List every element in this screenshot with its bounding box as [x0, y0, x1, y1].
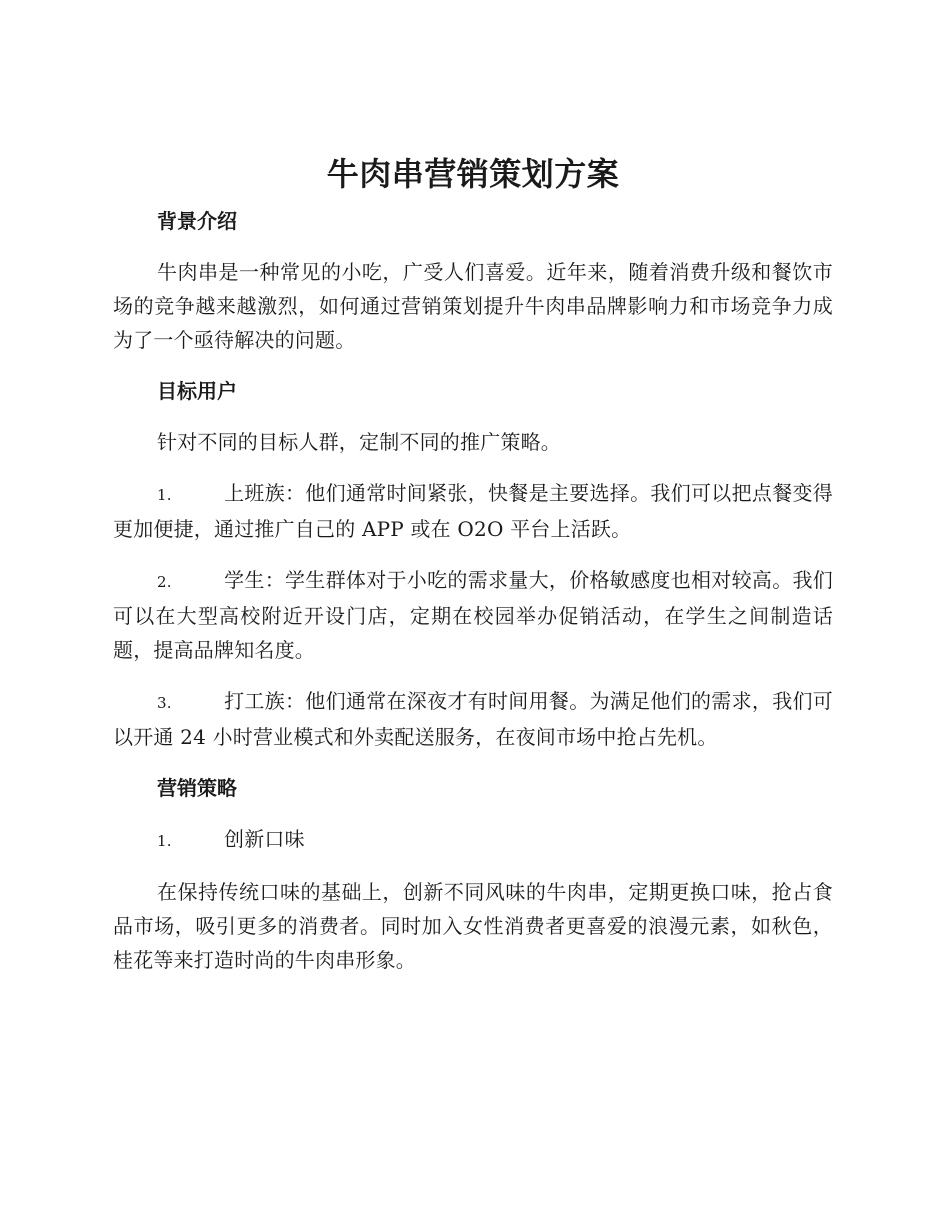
section-heading-background: 背景介绍	[157, 209, 237, 233]
target-users-intro: 针对不同的目标人群，定制不同的推广策略。	[157, 430, 561, 454]
list-item-text: 创新口味	[224, 827, 305, 851]
document-body	[113, 150, 833, 994]
list-item	[113, 563, 833, 667]
list-item-number: 3.	[157, 694, 172, 712]
list-item-number: 1.	[157, 832, 172, 850]
list-item-text: 打工族：他们通常在深夜才有时间用餐。为满足他们的需求，我们可以开通 24 小时营业模式和外卖配送服务，在夜间市场中抢占先机。	[113, 689, 833, 749]
list-item	[113, 476, 833, 546]
list-item	[113, 822, 833, 858]
list-item-number: 1.	[157, 486, 172, 504]
section-heading-marketing: 营销策略	[157, 776, 237, 800]
document-title: 牛肉串营销策划方案	[326, 155, 620, 193]
list-item-text: 学生：学生群体对于小吃的需求量大，价格敏感度也相对较高。我们可以在大型高校附近开设门店，定期在校园举办促销活动，在学生之间制造话题，提高品牌知名度。	[113, 568, 833, 662]
marketing-paragraph: 在保持传统口味的基础上，创新不同风味的牛肉串，定期更换口味，抢占食品市场，吸引更多的消费者。同时加入女性消费者更喜爱的浪漫元素，如秋色，桂花等来打造时尚的牛肉串形象。	[113, 880, 833, 972]
list-item-number: 2.	[157, 573, 172, 591]
list-item-text: 上班族：他们通常时间紧张，快餐是主要选择。我们可以把点餐变得更加便捷，通过推广自己的 APP 或在 O2O 平台上活跃。	[113, 481, 833, 541]
list-item	[113, 684, 833, 754]
section-heading-target-users: 目标用户	[157, 379, 237, 403]
background-paragraph: 牛肉串是一种常见的小吃，广受人们喜爱。近年来，随着消费升级和餐饮市场的竞争越来越激烈，如何通过营销策划提升牛肉串品牌影响力和市场竞争力成为了一个亟待解决的问题。	[113, 260, 833, 352]
